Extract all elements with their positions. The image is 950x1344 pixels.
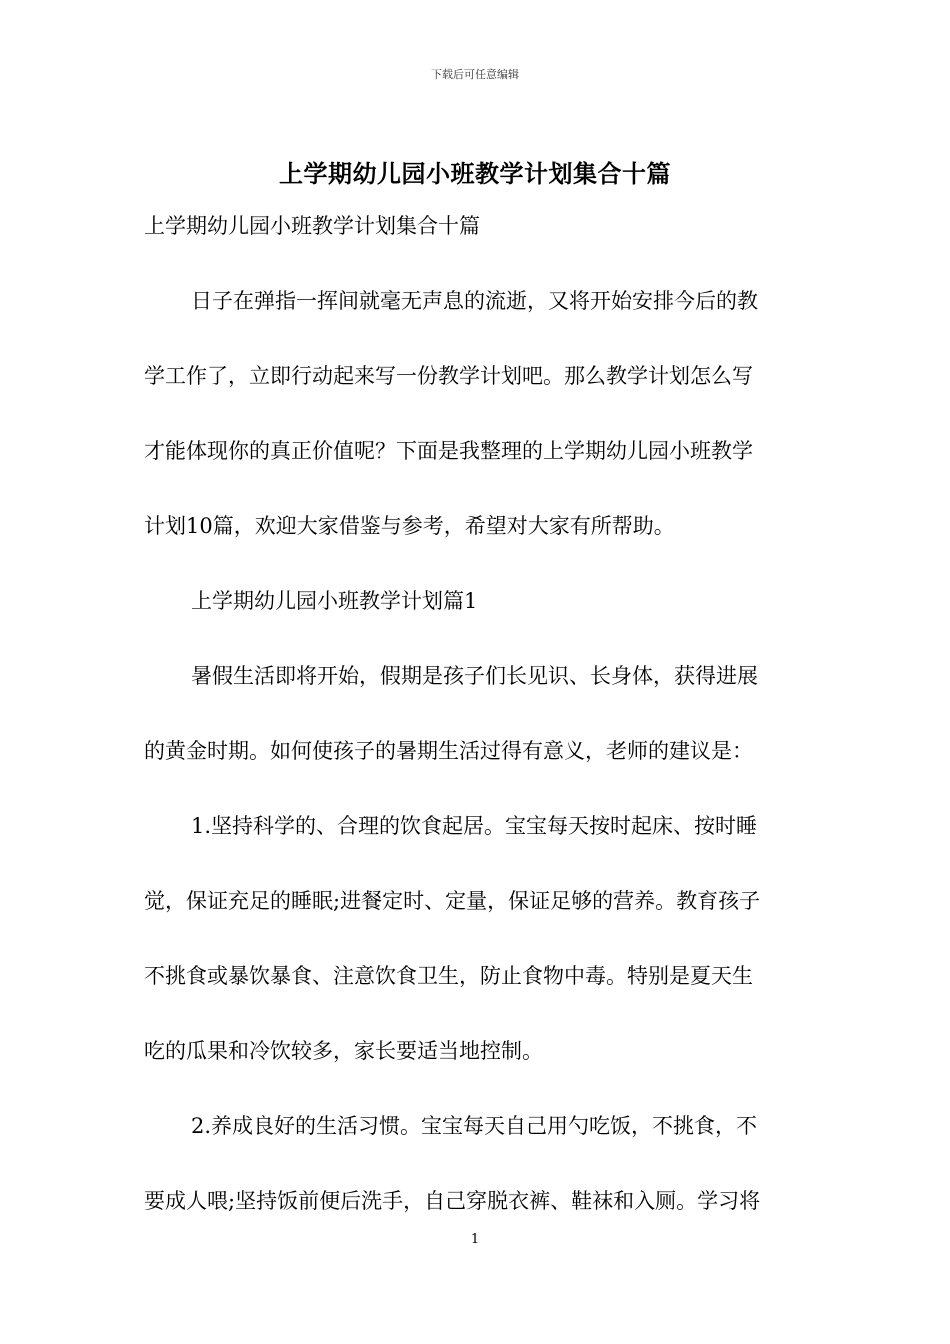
- paragraph-line: 2.养成良好的生活习惯。宝宝每天自己用勺吃饭，不挑食，不: [191, 1114, 758, 1138]
- subtitle-line: 上学期幼儿园小班教学计划集合十篇: [144, 214, 480, 238]
- paragraph-line: 计划10篇，欢迎大家借鉴与参考，希望对大家有所帮助。: [144, 514, 675, 538]
- paragraph-line: 的黄金时期。如何使孩子的暑期生活过得有意义，老师的建议是：: [144, 739, 753, 763]
- header-note: 下载后可任意编辑: [431, 68, 519, 81]
- paragraph-line: 觉，保证充足的睡眠;进餐定时、定量，保证足够的营养。教育孩子: [144, 889, 761, 913]
- paragraph-line: 不挑食或暴饮暴食、注意饮食卫生，防止食物中毒。特别是夏天生: [144, 964, 753, 988]
- paragraph-line: 1.坚持科学的、合理的饮食起居。宝宝每天按时起床、按时睡: [191, 814, 758, 838]
- paragraph-line: 日子在弹指一挥间就毫无声息的流逝，又将开始安排今后的教: [191, 289, 758, 313]
- paragraph-line: 吃的瓜果和冷饮较多，家长要适当地控制。: [144, 1039, 543, 1063]
- paragraph-line: 才能体现你的真正价值呢？下面是我整理的上学期幼儿园小班教学: [144, 439, 753, 463]
- page-number: 1: [470, 1232, 480, 1247]
- section-heading: 上学期幼儿园小班教学计划篇1: [191, 589, 478, 613]
- paragraph-line: 要成人喂;坚持饭前便后洗手，自己穿脱衣裤、鞋袜和入厕。学习将: [144, 1189, 761, 1213]
- paragraph-line: 学工作了，立即行动起来写一份教学计划吧。那么教学计划怎么写: [144, 364, 753, 388]
- paragraph-line: 暑假生活即将开始，假期是孩子们长见识、长身体，获得进展: [191, 664, 758, 688]
- document-title: 上学期幼儿园小班教学计划集合十篇: [279, 159, 671, 188]
